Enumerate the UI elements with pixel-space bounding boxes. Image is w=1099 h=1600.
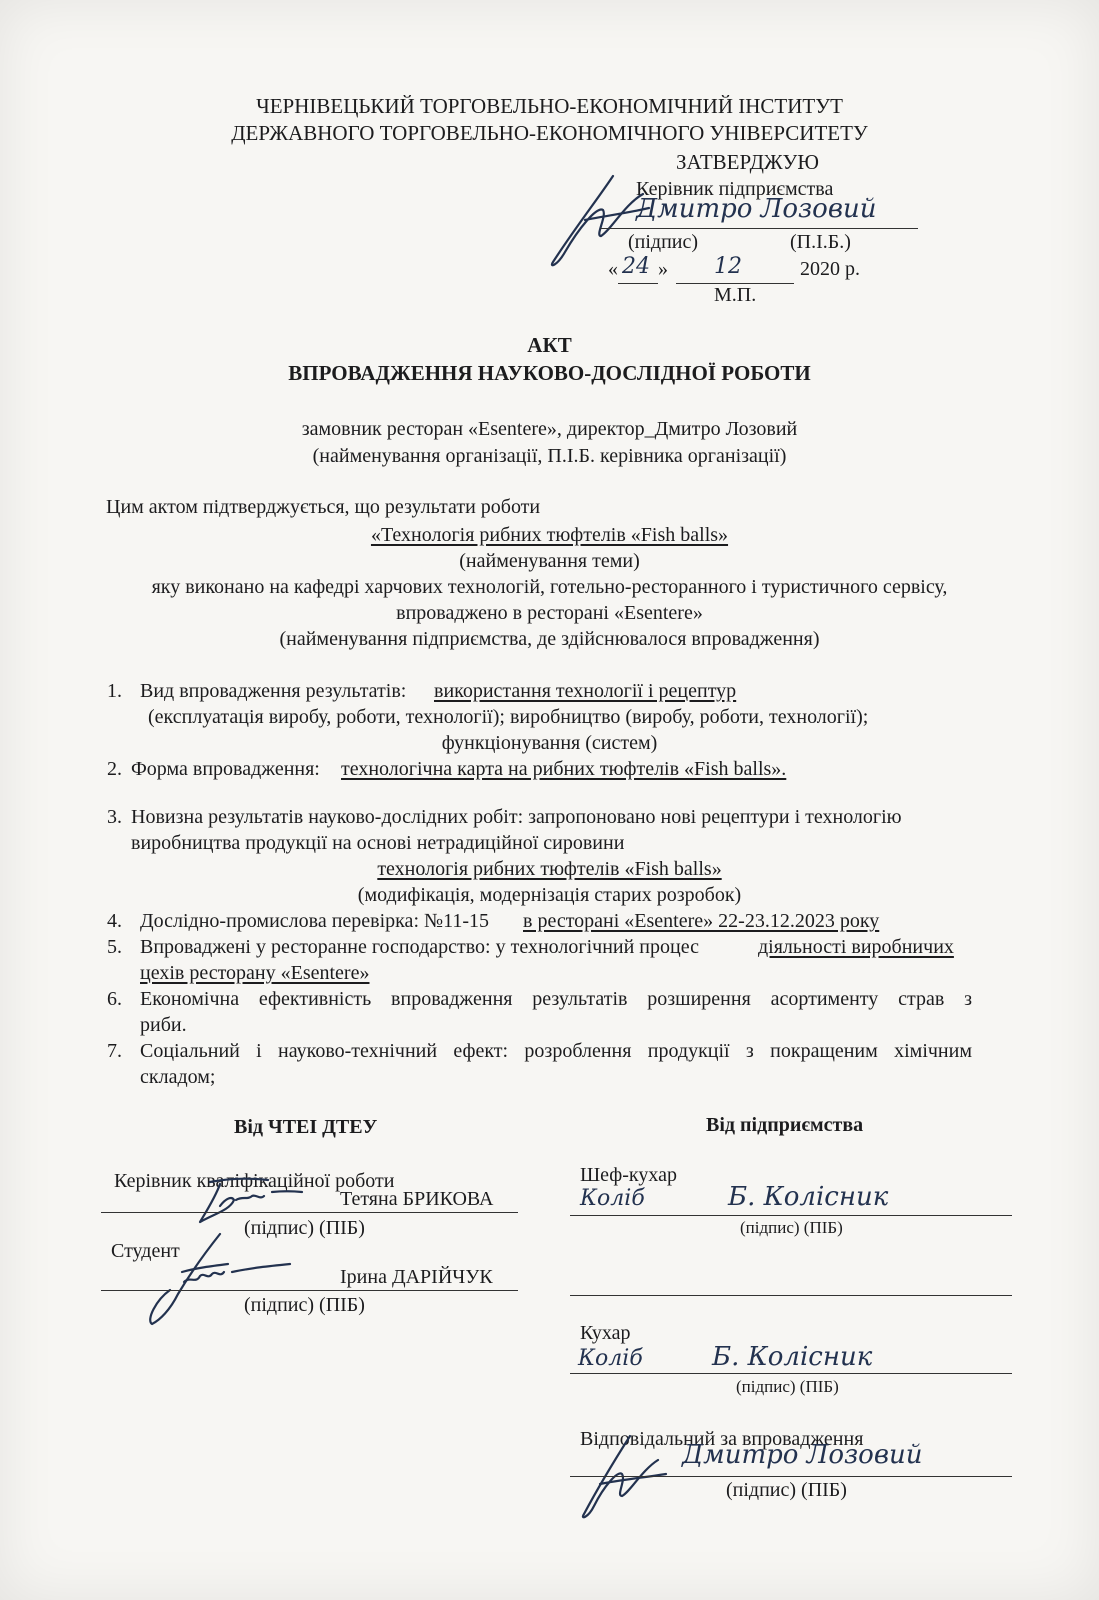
name-label: (П.І.Б.) [790, 231, 851, 253]
item-3-line2: виробництва продукції на основі нетрадиційної сировини [131, 832, 625, 854]
supervisor-signature-line [101, 1212, 518, 1213]
topic-name: «Технологія рибних тюфтелів «Fish balls» [370, 524, 729, 546]
institute-name-line1: ЧЕРНІВЕЦЬКИЙ ТОРГОВЕЛЬНО-ЕКОНОМІЧНИЙ ІНСТИТУТ [256, 94, 843, 118]
act-subtitle: ВПРОВАДЖЕННЯ НАУКОВО-ДОСЛІДНОЇ РОБОТИ [288, 361, 811, 385]
director-signature-name: Дмитро Лозовий [636, 194, 877, 224]
item-2-label: Форма впровадження: [131, 758, 320, 780]
item-3-line1: Новизна результатів науково-дослідних робіт: запропоновано нові рецептури і технологію [131, 806, 902, 828]
responsible-signature-name: Дмитро Лозовий [682, 1440, 923, 1470]
cook-role: Кухар [580, 1322, 631, 1344]
topic-hint: (найменування теми) [459, 550, 640, 572]
supervisor-name: Тетяна БРИКОВА [340, 1188, 494, 1210]
approval-role: Керівник підприємства [636, 178, 834, 200]
cook-mark: Коліб [578, 1346, 643, 1371]
chef-hint: (підпис) (ПІБ) [740, 1218, 843, 1237]
responsible-signature-mark [570, 1430, 670, 1520]
item-7-number: 7. [107, 1040, 122, 1062]
item-7-line1: Соціальний і науково-технічний ефект: розроблення продукції з покращеним хімічним [140, 1040, 972, 1062]
responsible-hint: (підпис) (ПІБ) [726, 1479, 847, 1501]
item-2-number: 2. [107, 758, 122, 780]
intro-line3-hint: (найменування підприємства, де здійснювалося впровадження) [279, 628, 820, 650]
intro-line2: яку виконано на кафедрі харчових технологій, готельно-ресторанного і туристичного сервісу, [151, 576, 948, 598]
institute-name-line2: ДЕРЖАВНОГО ТОРГОВЕЛЬНО-ЕКОНОМІЧНОГО УНІВЕРСИТЕТУ [231, 121, 868, 145]
signature-line [600, 228, 918, 229]
supervisor-hint: (підпис) (ПІБ) [244, 1217, 365, 1239]
item-3-value: технологія рибних тюфтелів «Fish balls» [377, 858, 722, 880]
stamp-label: М.П. [714, 284, 757, 306]
item-5-value1: діяльності виробничих [758, 936, 954, 958]
responsible-role: Відповідальний за впровадження [580, 1428, 864, 1450]
approval-title: ЗАТВЕРДЖУЮ [676, 150, 819, 174]
item-1-label: Вид впровадження результатів: [140, 680, 407, 702]
item-3-hint: (модифікація, модернізація старих розробок) [357, 884, 742, 906]
student-signature-line [101, 1290, 518, 1291]
responsible-signature-line [570, 1476, 1012, 1477]
date-day: 24 [622, 254, 650, 279]
chef-mark: Коліб [580, 1186, 645, 1211]
item-5-value2: цехів ресторану «Esentere» [140, 962, 370, 984]
right-heading: Від підприємства [706, 1114, 864, 1136]
student-hint: (підпис) (ПІБ) [244, 1294, 365, 1316]
item-7-line2: складом; [140, 1066, 216, 1088]
item-1-hint2: функціонування (систем) [441, 732, 658, 754]
item-6-line1: Економічна ефективність впровадження результатів розширення асортименту страв з [140, 988, 972, 1010]
item-5-number: 5. [107, 936, 122, 958]
cook-hint: (підпис) (ПІБ) [736, 1377, 839, 1396]
student-role: Студент [111, 1240, 180, 1262]
item-2-value: технологічна карта на рибних тюфтелів «Fish balls». [341, 758, 787, 780]
cook-signature-name: Б. Колісник [712, 1342, 873, 1372]
act-title: АКТ [527, 333, 572, 357]
item-6-number: 6. [107, 988, 122, 1010]
left-heading: Від ЧТЕІ ДТЕУ [234, 1116, 378, 1138]
intro-line1: Цим актом підтверджується, що результати роботи [106, 496, 541, 518]
supervisor-role: Керівник кваліфікаційної роботи [114, 1170, 395, 1192]
item-6-line2: риби. [140, 1014, 187, 1036]
item-1-hint1: (експлуатація виробу, роботи, технології); виробництво (виробу, роботи, технології); [148, 706, 869, 728]
student-name: Ірина ДАРІЙЧУК [340, 1266, 493, 1288]
date-quote-open: « [608, 258, 618, 280]
item-4-number: 4. [107, 910, 122, 932]
item-3-number: 3. [107, 806, 122, 828]
item-5-label: Впроваджені у ресторанне господарство: у технологічний процес [140, 936, 699, 958]
date-month: 12 [714, 254, 742, 279]
chef-signature-line [570, 1215, 1012, 1216]
chef-signature-name: Б. Колісник [728, 1182, 889, 1212]
customer-line: замовник ресторан «Esentere», директор_Дмитро Лозовий [301, 418, 798, 440]
cook-signature-line [570, 1373, 1012, 1374]
empty-signature-line [570, 1295, 1012, 1296]
customer-hint: (найменування організації, П.І.Б. керівника організації) [312, 445, 787, 467]
item-4-value: в ресторані «Esentere» 22-23.12.2023 року [523, 910, 880, 932]
item-4-label: Дослідно-промислова перевірка: №11-15 [140, 910, 489, 932]
chef-role: Шеф-кухар [580, 1164, 677, 1186]
item-1-number: 1. [107, 680, 122, 702]
date-quote-close: » [658, 258, 668, 280]
sign-label: (підпис) [628, 231, 699, 253]
date-day-line [618, 283, 658, 284]
intro-line3: впроваджено в ресторані «Esentere» [396, 602, 703, 624]
date-year: 2020 р. [800, 258, 860, 280]
item-1-value: використання технології і рецептур [434, 680, 737, 702]
